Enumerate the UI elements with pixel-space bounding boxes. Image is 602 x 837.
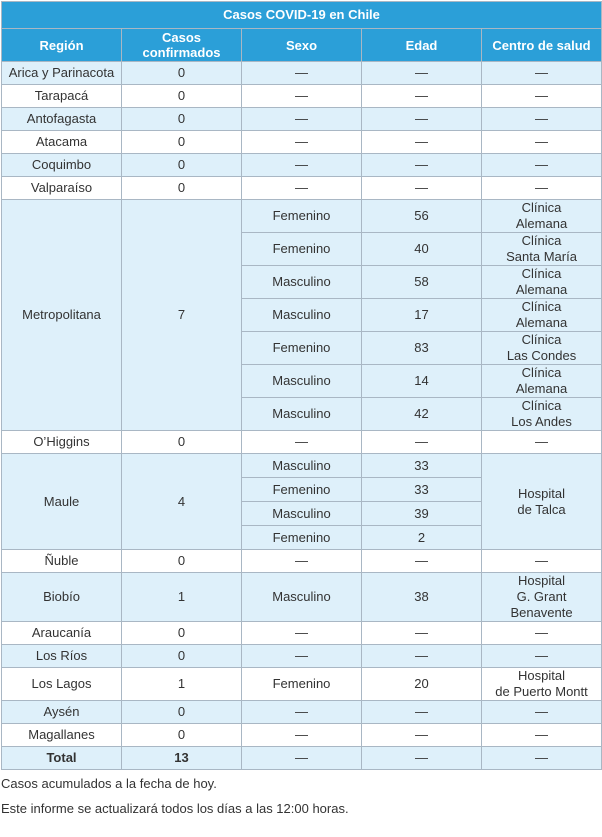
sexo-cell: Femenino — [242, 332, 362, 365]
centro-line: G. Grant — [516, 589, 567, 604]
centro-line: Clínica — [521, 332, 562, 347]
sexo-cell: Femenino — [242, 478, 362, 502]
centro-cell: — — [482, 747, 602, 770]
edad-cell: — — [362, 131, 482, 154]
centro-cell — [482, 365, 602, 398]
region-cell: Antofagasta — [2, 108, 122, 131]
table-row — [2, 62, 602, 85]
centro-line: Benavente — [510, 605, 573, 620]
region-cell: Arica y Parinacota — [2, 62, 122, 85]
sexo-cell: Masculino — [242, 502, 362, 526]
sexo-cell: Masculino — [242, 299, 362, 332]
centro-cell — [482, 266, 602, 299]
centro-line: Alemana — [515, 381, 568, 396]
sexo-cell: — — [242, 85, 362, 108]
region-cell: O’Higgins — [2, 431, 122, 454]
casos-cell: 7 — [122, 200, 242, 431]
table-row — [2, 645, 602, 668]
table-row — [2, 85, 602, 108]
centro-cell: — — [482, 622, 602, 645]
edad-cell: — — [362, 62, 482, 85]
centro-cell: — — [482, 177, 602, 200]
centro-cell — [482, 299, 602, 332]
region-cell: Ñuble — [2, 550, 122, 573]
table-row — [2, 108, 602, 131]
sexo-cell: Masculino — [242, 398, 362, 431]
total-label: Total — [2, 747, 122, 770]
edad-cell: — — [362, 154, 482, 177]
centro-line: Clínica — [521, 398, 562, 413]
casos-cell: 0 — [122, 724, 242, 747]
centro-line: Alemana — [515, 282, 568, 297]
region-cell: Biobío — [2, 573, 122, 622]
edad-cell: 17 — [362, 299, 482, 332]
casos-cell: 0 — [122, 177, 242, 200]
casos-cell: 0 — [122, 131, 242, 154]
sexo-cell: — — [242, 747, 362, 770]
casos-cell: 0 — [122, 550, 242, 573]
footnote-cumulative: Casos acumulados a la fecha de hoy. — [1, 776, 217, 791]
edad-cell: — — [362, 622, 482, 645]
casos-cell: 0 — [122, 701, 242, 724]
edad-cell: 2 — [362, 526, 482, 550]
sexo-cell: — — [242, 154, 362, 177]
centro-line: Alemana — [515, 315, 568, 330]
sexo-cell: — — [242, 701, 362, 724]
table-row — [2, 177, 602, 200]
sexo-cell: — — [242, 131, 362, 154]
centro-cell: — — [482, 645, 602, 668]
casos-cell: 1 — [122, 668, 242, 701]
edad-cell: 83 — [362, 332, 482, 365]
table-row — [2, 573, 602, 622]
table-row — [2, 454, 602, 478]
casos-cell: 0 — [122, 431, 242, 454]
table-row — [2, 200, 602, 233]
table-row — [2, 668, 602, 701]
casos-cell: 0 — [122, 645, 242, 668]
casos-cell: 0 — [122, 108, 242, 131]
edad-cell: 33 — [362, 454, 482, 478]
table-row — [2, 701, 602, 724]
edad-cell: 56 — [362, 200, 482, 233]
region-cell: Aysén — [2, 701, 122, 724]
centro-line: de Talca — [517, 501, 566, 517]
centro-line: Santa María — [506, 249, 577, 264]
edad-cell: — — [362, 177, 482, 200]
table-row — [2, 622, 602, 645]
region-cell: Valparaíso — [2, 177, 122, 200]
centro-line: de Puerto Montt — [495, 684, 588, 699]
region-cell: Magallanes — [2, 724, 122, 747]
region-cell: Maule — [2, 454, 122, 550]
edad-cell: — — [362, 645, 482, 668]
casos-cell: 0 — [122, 622, 242, 645]
sexo-cell: — — [242, 108, 362, 131]
centro-cell — [482, 200, 602, 233]
centro-cell: — — [482, 85, 602, 108]
casos-cell: 0 — [122, 85, 242, 108]
centro-cell: — — [482, 724, 602, 747]
sexo-cell: — — [242, 177, 362, 200]
centro-cell — [482, 233, 602, 266]
edad-cell: — — [362, 724, 482, 747]
centro-cell — [482, 454, 602, 550]
centro-cell: — — [482, 550, 602, 573]
centro-line: Hospital — [518, 485, 565, 501]
edad-cell: — — [362, 701, 482, 724]
sexo-cell: — — [242, 431, 362, 454]
centro-line: Clínica — [521, 365, 562, 380]
casos-cell: 0 — [122, 62, 242, 85]
casos-cell: 1 — [122, 573, 242, 622]
centro-cell: — — [482, 131, 602, 154]
table-title: Casos COVID-19 en Chile — [2, 2, 602, 29]
centro-line: Clínica — [521, 233, 562, 248]
sexo-cell: — — [242, 550, 362, 573]
header-region: Región — [2, 29, 122, 62]
edad-cell: 20 — [362, 668, 482, 701]
sexo-cell: — — [242, 645, 362, 668]
centro-line: Clínica — [521, 200, 562, 215]
centro-cell — [482, 668, 602, 701]
edad-cell: — — [362, 85, 482, 108]
total-row — [2, 747, 602, 770]
sexo-cell: Femenino — [242, 200, 362, 233]
edad-cell: 40 — [362, 233, 482, 266]
centro-line: Alemana — [515, 216, 568, 231]
centro-line: Hospital — [518, 668, 565, 683]
edad-cell: 42 — [362, 398, 482, 431]
total-value: 13 — [122, 747, 242, 770]
header-casos: Casos confirmados — [122, 29, 242, 62]
footnote-update-schedule: Este informe se actualizará todos los días a las 12:00 horas. — [1, 801, 349, 816]
centro-cell: — — [482, 431, 602, 454]
centro-cell — [482, 332, 602, 365]
centro-line: Clínica — [521, 266, 562, 281]
table-row — [2, 131, 602, 154]
edad-cell: — — [362, 431, 482, 454]
region-cell: Los Lagos — [2, 668, 122, 701]
sexo-cell: Femenino — [242, 668, 362, 701]
region-cell: Coquimbo — [2, 154, 122, 177]
casos-cell: 4 — [122, 454, 242, 550]
region-cell: Metropolitana — [2, 200, 122, 431]
region-cell: Atacama — [2, 131, 122, 154]
sexo-cell: — — [242, 62, 362, 85]
table-row — [2, 154, 602, 177]
edad-cell: — — [362, 108, 482, 131]
header-sexo: Sexo — [242, 29, 362, 62]
sexo-cell: — — [242, 622, 362, 645]
centro-line: Clínica — [521, 299, 562, 314]
centro-cell: — — [482, 154, 602, 177]
centro-cell — [482, 398, 602, 431]
centro-line: Hospital — [518, 573, 565, 588]
table-row — [2, 431, 602, 454]
region-cell: Araucanía — [2, 622, 122, 645]
sexo-cell: Masculino — [242, 266, 362, 299]
region-cell: Tarapacá — [2, 85, 122, 108]
table-row — [2, 724, 602, 747]
centro-cell: — — [482, 701, 602, 724]
centro-cell: — — [482, 108, 602, 131]
sexo-cell: Femenino — [242, 233, 362, 266]
header-centro: Centro de salud — [482, 29, 602, 62]
sexo-cell: Femenino — [242, 526, 362, 550]
edad-cell: 14 — [362, 365, 482, 398]
sexo-cell: Masculino — [242, 454, 362, 478]
region-cell: Los Ríos — [2, 645, 122, 668]
header-edad: Edad — [362, 29, 482, 62]
sexo-cell: Masculino — [242, 365, 362, 398]
casos-cell: 0 — [122, 154, 242, 177]
edad-cell: 58 — [362, 266, 482, 299]
covid-cases-table — [1, 1, 602, 770]
centro-cell — [482, 573, 602, 622]
centro-line: Los Andes — [511, 414, 572, 429]
edad-cell: — — [362, 747, 482, 770]
sexo-cell: — — [242, 724, 362, 747]
table-row — [2, 550, 602, 573]
edad-cell: 33 — [362, 478, 482, 502]
edad-cell: 38 — [362, 573, 482, 622]
sexo-cell: Masculino — [242, 573, 362, 622]
centro-cell: — — [482, 62, 602, 85]
edad-cell: 39 — [362, 502, 482, 526]
edad-cell: — — [362, 550, 482, 573]
centro-line: Las Condes — [506, 348, 577, 363]
